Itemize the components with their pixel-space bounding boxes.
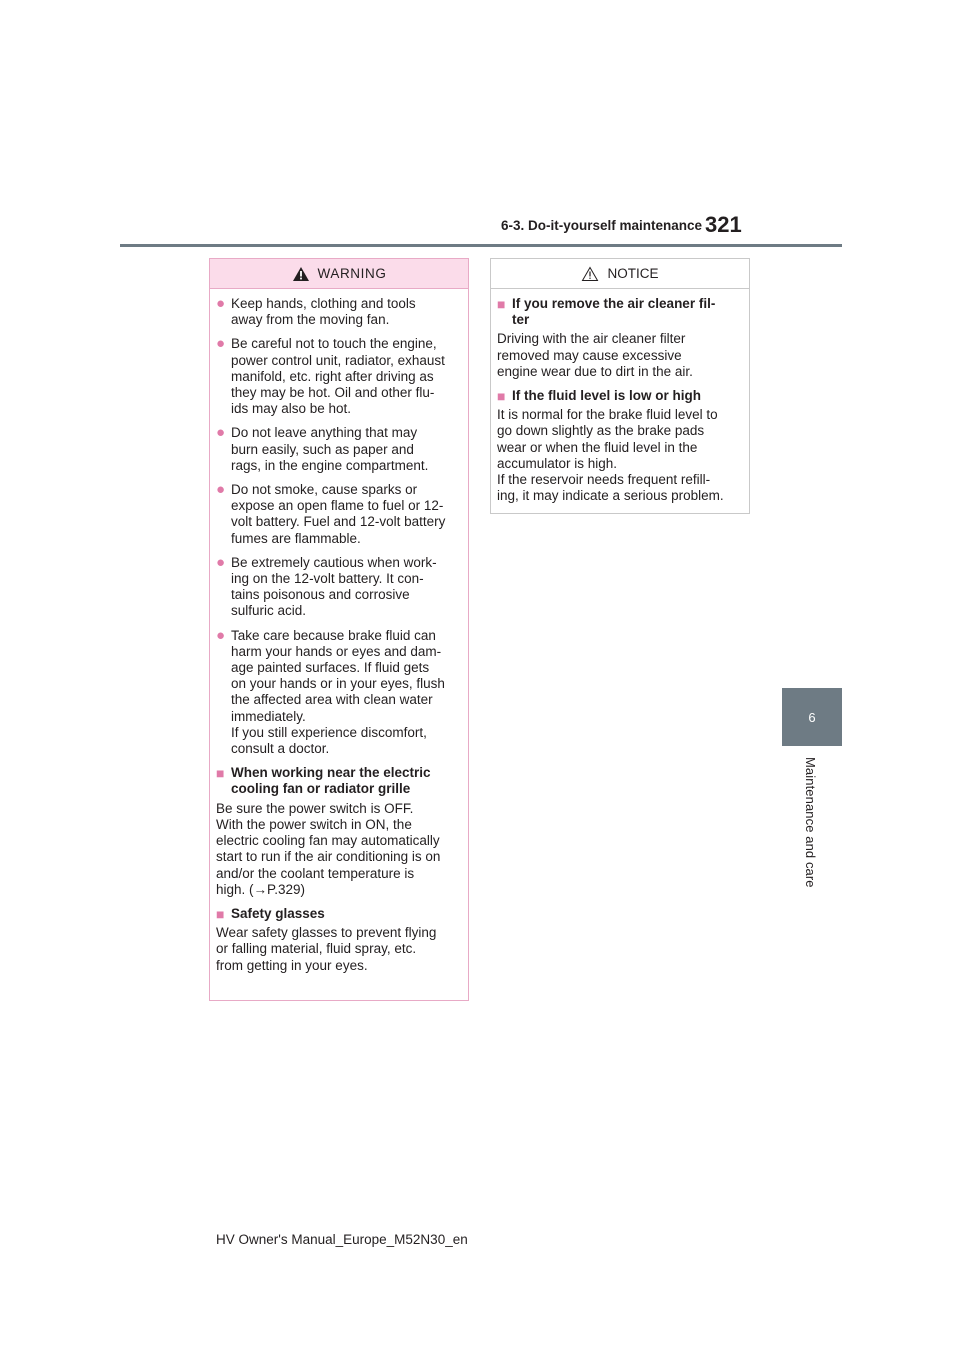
warning-bullet-text: Take care because brake fluid can harm your hands or eyes and dam- age painted surfaces. If fluid gets on your hands or in your eyes, flush the affected area with clean water immediately. If you still experience discomfort, consult a doctor. [231, 627, 445, 757]
notice-body [491, 289, 749, 504]
chapter-number: 6 [808, 709, 816, 725]
section-title: 6-3. Do-it-yourself maintenance [500, 218, 702, 233]
warning-bullet [216, 482, 462, 547]
warning-body [210, 289, 468, 974]
warning-section-heading [216, 906, 462, 922]
warning-bullet [216, 336, 462, 417]
warning-bullet [216, 296, 462, 328]
notice-heading-text: If the fluid level is low or high [512, 388, 702, 404]
notice-section-heading [497, 388, 743, 404]
square-bullet-icon: ■ [497, 296, 506, 312]
warning-title: WARNING [317, 266, 387, 281]
notice-header [491, 259, 749, 289]
bullet-dot-icon: ● [216, 335, 226, 353]
warning-bullet-text: Be careful not to touch the engine, power control unit, radiator, exhaust manifold, etc. right after driving as they may be hot. Oil and other flu- ids may also be hot. [231, 336, 445, 417]
warning-bullet-text: Do not leave anything that may burn easily, such as paper and rags, in the engine compartment. [231, 425, 429, 473]
chapter-tab[interactable] [782, 688, 842, 746]
page-number: 321 [705, 212, 742, 237]
bullet-dot-icon: ● [216, 481, 226, 499]
notice-heading-text: If you remove the air cleaner fil- ter [512, 296, 716, 328]
square-bullet-icon: ■ [216, 765, 225, 782]
bullet-dot-icon: ● [216, 553, 226, 571]
warning-bullet [216, 628, 462, 758]
warning-heading-text: Safety glasses [231, 905, 325, 921]
warning-bullet [216, 425, 462, 474]
warning-header [210, 259, 468, 289]
footer-manual-id: HV Owner's Manual_Europe_M52N30_en [216, 1232, 468, 1247]
warning-section-heading [216, 765, 462, 797]
bullet-dot-icon: ● [216, 424, 226, 442]
square-bullet-icon: ■ [497, 388, 506, 405]
warning-heading-text: When working near the electric cooling fan or radiator grille [231, 765, 431, 797]
warning-paragraph: Be sure the power switch is OFF. With the power switch in ON, the electric cooling fan may automatically start to run if the air conditioning is on and/or the coolant temperature is high. (→P.329) [216, 800, 441, 897]
notice-box [490, 258, 750, 514]
caution-triangle-icon [581, 266, 599, 282]
warning-bullet-text: Do not smoke, cause sparks or expose an open flame to fuel or 12- volt battery. Fuel and 12-volt battery fumes are flammable. [231, 482, 446, 546]
notice-title: NOTICE [607, 266, 659, 281]
warning-icon [292, 266, 310, 282]
chapter-title: Maintenance and care [803, 757, 818, 888]
warning-bullet [216, 555, 462, 620]
notice-paragraph: Driving with the air cleaner filter removed may cause excessive engine wear due to dirt in the air. [497, 331, 693, 379]
warning-bullet-text: Be extremely cautious when work- ing on the 12-volt battery. It con- tains poisonous and corrosive sulfuric acid. [231, 554, 437, 619]
bullet-dot-icon: ● [216, 626, 226, 644]
notice-paragraph: It is normal for the brake fluid level to go down slightly as the brake pads wear or when the fluid level in the accumulator is high. If the reservoir needs frequent refill- ing, it may indicate a serious problem. [497, 407, 724, 504]
warning-box [209, 258, 469, 1001]
header-rule [120, 244, 842, 247]
warning-paragraph: Wear safety glasses to prevent flying or falling material, fluid spray, etc. from getting in your eyes. [216, 925, 437, 973]
warning-bullet-text: Keep hands, clothing and tools away from the moving fan. [231, 296, 416, 328]
bullet-dot-icon: ● [216, 295, 226, 312]
notice-section-heading [497, 296, 743, 328]
square-bullet-icon: ■ [216, 905, 225, 922]
